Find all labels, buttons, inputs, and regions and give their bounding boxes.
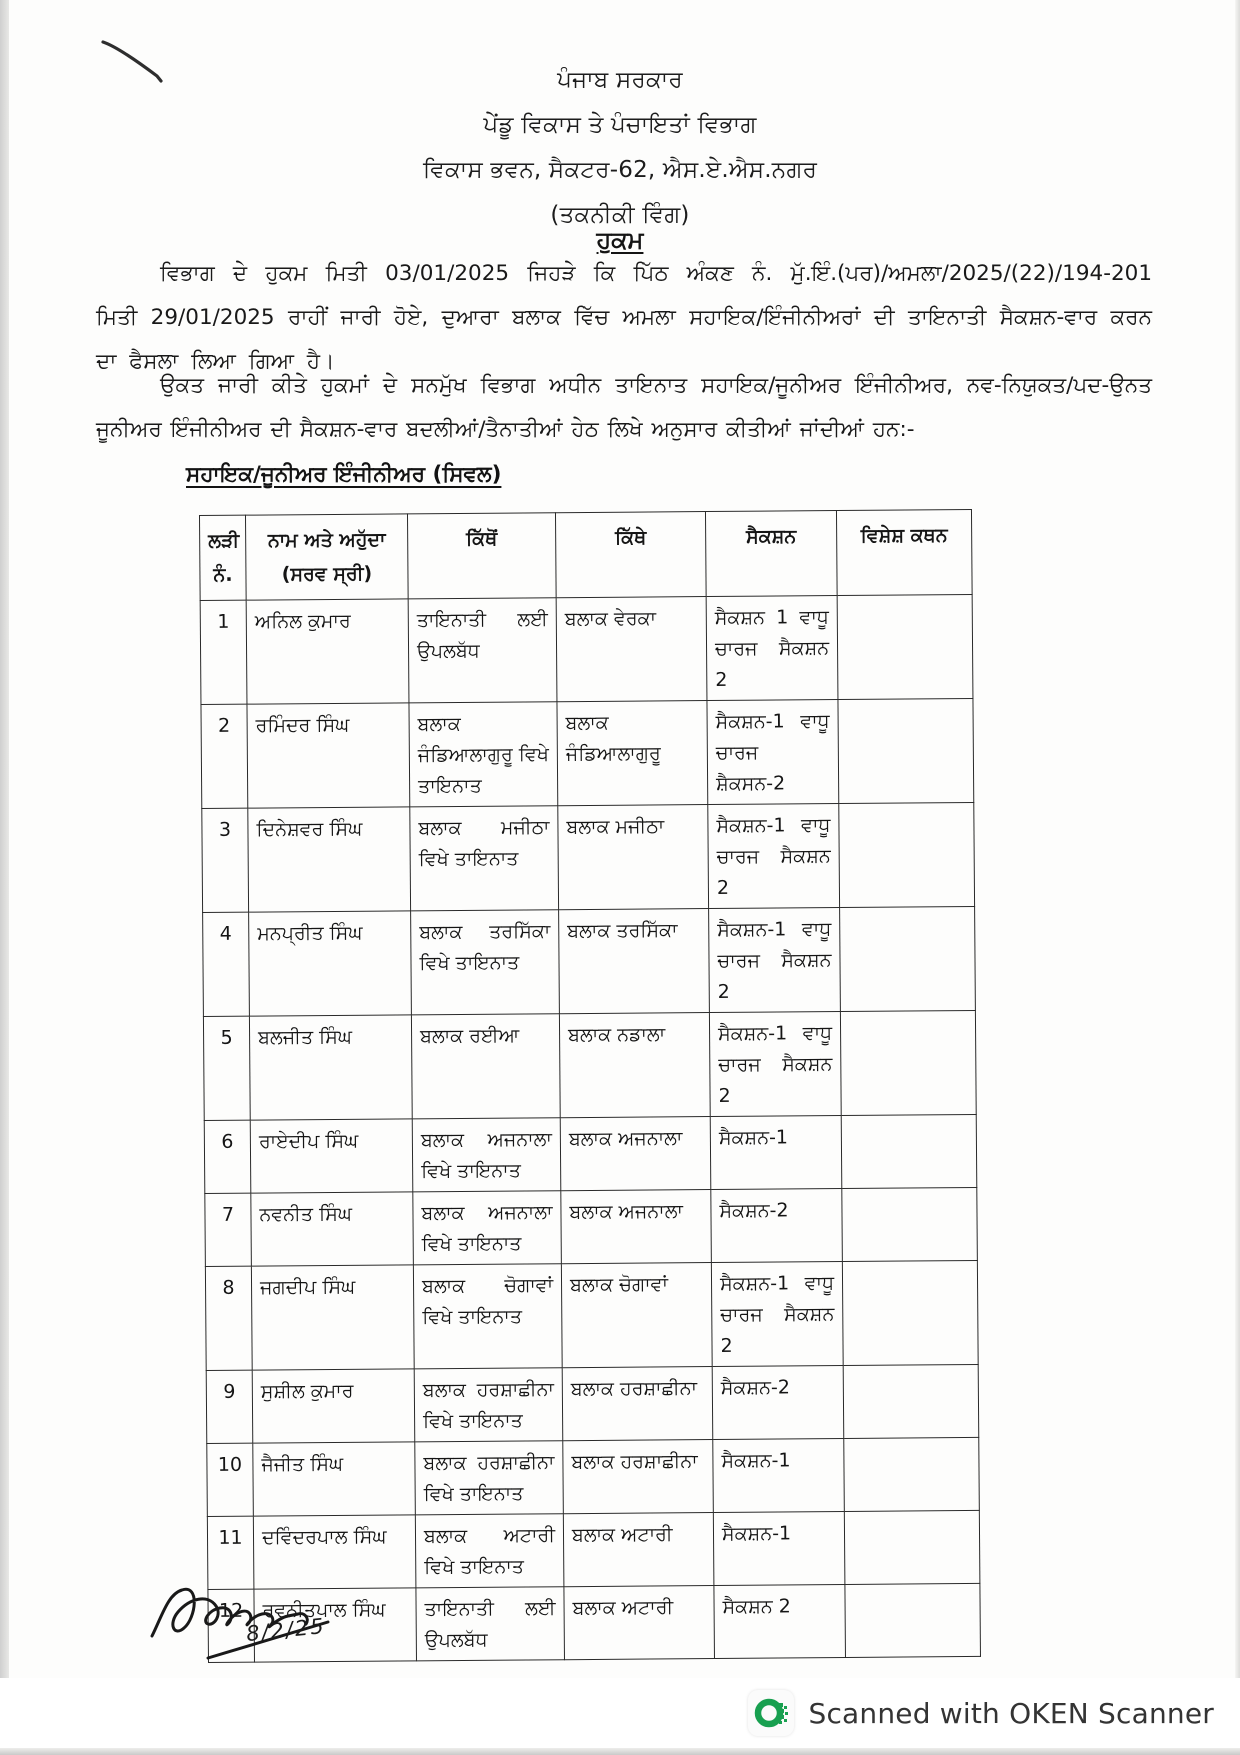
- cell-name: ਅਨਿਲ ਕੁਮਾਰ: [246, 599, 409, 704]
- cell-remarks: [843, 1364, 979, 1438]
- cell-remarks: [842, 1260, 978, 1365]
- signature-date: 8/2/25: [244, 1613, 327, 1647]
- cell-from: ਬਲਾਕ ਅਜਨਾਲਾ ਵਿਖੇ ਤਾਇਨਾਤ: [412, 1118, 561, 1192]
- postings-table-wrapper: [199, 509, 980, 1663]
- cell-from: ਬਲਾਕ ਅਜਨਾਲਾ ਵਿਖੇ ਤਾਇਨਾਤ: [413, 1191, 562, 1265]
- cell-name: ਬਲਜੀਤ ਸਿੰਘ: [249, 1015, 412, 1120]
- header-government-name: ਪੰਜਾਬ ਸਰਕਾਰ: [557, 67, 683, 93]
- cell-name: ਰਾਏਦੀਪ ਸਿੰਘ: [250, 1119, 413, 1193]
- table-row: [207, 1437, 980, 1516]
- cell-remarks: [844, 1437, 980, 1511]
- col-header-remarks: ਵਿਸ਼ੇਸ਼ ਕਥਨ: [836, 509, 972, 595]
- cell-name: ਮਨਪ੍ਰੀਤ ਸਿੰਘ: [249, 911, 412, 1016]
- cell-to: ਬਲਾਕ ਹਰਸ਼ਾਛੀਨਾ: [563, 1440, 714, 1514]
- col-header-section: ਸੈਕਸ਼ਨ: [705, 511, 837, 597]
- col-header-from: ਕਿੱਥੋਂ: [407, 513, 556, 599]
- cell-serial: 8: [205, 1266, 252, 1370]
- table-row: [205, 1187, 978, 1266]
- header-wing: (ਤਕਨੀਕੀ ਵਿੰਗ): [550, 202, 690, 228]
- cell-from: ਬਲਾਕ ਚੋਗਾਵਾਂ ਵਿਖੇ ਤਾਇਨਾਤ: [413, 1264, 562, 1369]
- cell-remarks: [845, 1583, 981, 1657]
- col-header-name: [245, 514, 408, 600]
- cell-section: ਸੈਕਸ਼ਨ-1 ਵਾਧੂ ਚਾਰਜ ਸੈਕਸ਼ਨ 2: [711, 1262, 843, 1367]
- page-edge-left: [0, 0, 9, 1755]
- cell-section: ਸੈਕਸ਼ਨ-1 ਵਾਧੂ ਚਾਰਜ ਸੈਕਸ਼ਨ 2: [709, 1012, 841, 1117]
- cell-from: ਤਾਇਨਾਤੀ ਲਈ ਉਪਲਬੱਧ: [408, 598, 557, 703]
- table-row: [205, 1260, 978, 1370]
- postings-table: [199, 509, 981, 1663]
- scanner-footer: [0, 1678, 1240, 1748]
- table-header-row: [199, 509, 972, 600]
- cell-remarks: [840, 1010, 976, 1115]
- cell-serial: 12: [208, 1589, 255, 1662]
- cell-remarks: [842, 1187, 978, 1261]
- cell-from: ਬਲਾਕ ਜੰਡਿਆਲਾਗੁਰੂ ਵਿਖੇ ਤਾਇਨਾਤ: [409, 702, 558, 807]
- cell-to: ਬਲਾਕ ਅਜਨਾਲਾ: [561, 1190, 712, 1264]
- cell-serial: 7: [205, 1193, 252, 1266]
- cell-to: ਬਲਾਕ ਤਰਸਿੱਕਾ: [559, 909, 710, 1014]
- cell-section: ਸੈਕਸ਼ਨ-1: [710, 1116, 842, 1190]
- cell-name: ਸੁਸ਼ੀਲ ਕੁਮਾਰ: [252, 1369, 415, 1443]
- cell-name: ਦਿਨੇਸ਼ਵਰ ਸਿੰਘ: [248, 807, 411, 912]
- cell-to: ਬਲਾਕ ਅਜਨਾਲਾ: [560, 1117, 711, 1191]
- table-row: [203, 906, 976, 1016]
- cell-remarks: [838, 698, 974, 803]
- order-paragraph-1: ਵਿਭਾਗ ਦੇ ਹੁਕਮ ਮਿਤੀ 03/01/2025 ਜਿਹੜੇ ਕਿ ਪਿੱਠ ਅੰਕਣ ਨੰ. ਮੁੱ.ਇੰ.(ਪਰ)/ਅਮਲਾ/2025/(22)/194-201 ਮਿਤੀ 29/01/2025 ਰਾਹੀਂ ਜਾਰੀ ਹੋਏ, ਦੁਆਰਾ ਬਲਾਕ ਵਿੱਚ ਅਮਲਾ ਸਹਾਇਕ/ਇੰਜੀਨੀਅਰਾਂ ਦੀ ਤਾਇਨਾਤੀ ਸੈਕਸ਼ਨ-ਵਾਰ ਕਰਨ ਦਾ ਫੈਸਲਾ ਲਿਆ ਗਿਆ ਹੈ।: [96, 261, 1152, 374]
- cell-to: ਬਲਾਕ ਚੋਗਾਵਾਂ: [561, 1263, 712, 1368]
- cell-from: ਬਲਾਕ ਹਰਸ਼ਾਛੀਨਾ ਵਿਖੇ ਤਾਇਨਾਤ: [415, 1441, 564, 1515]
- cell-to: ਬਲਾਕ ਹਰਸ਼ਾਛੀਨਾ: [562, 1367, 713, 1441]
- cell-remarks: [837, 594, 973, 699]
- cell-name: ਨਵਨੀਤ ਸਿੰਘ: [251, 1192, 414, 1266]
- cell-remarks: [844, 1510, 980, 1584]
- cell-name: ਰਵਨੀਤਪਾਲ ਸਿੰਘ: [254, 1588, 417, 1662]
- cell-remarks: [841, 1114, 977, 1188]
- cell-section: ਸੈਕਸ਼ਨ-2: [711, 1189, 843, 1263]
- signature: [138, 1566, 438, 1676]
- cell-to: ਬਲਾਕ ਵੇਰਕਾ: [556, 597, 707, 702]
- col-header-serial-line2: ਨੰ.: [213, 563, 233, 586]
- page-edge-right: [1235, 0, 1240, 1755]
- cell-section: ਸੈਕਸ਼ਨ-1 ਵਾਧੂ ਚਾਰਜ ਸੈਕਸ਼ਨ 2: [708, 804, 840, 909]
- col-header-serial-line1: ਲੜੀ: [208, 529, 240, 552]
- table-row: [200, 594, 973, 704]
- scanned-with-text: Scanned with OKEN Scanner: [808, 1696, 1214, 1730]
- cell-to: ਬਲਾਕ ਮਜੀਠਾ: [558, 805, 709, 910]
- cell-serial: 1: [200, 600, 247, 704]
- col-header-name-line1: ਨਾਮ ਅਤੇ ਅਹੁੱਦਾ: [267, 528, 386, 552]
- cell-from: ਬਲਾਕ ਮਜੀਠਾ ਵਿਖੇ ਤਾਇਨਾਤ: [410, 806, 559, 911]
- header-address: ਵਿਕਾਸ ਭਵਨ, ਸੈਕਟਰ-62, ਐਸ.ਏ.ਐਸ.ਨਗਰ: [422, 157, 818, 183]
- cell-name: ਦਵਿੰਦਰਪਾਲ ਸਿੰਘ: [253, 1515, 416, 1589]
- cell-serial: 11: [207, 1516, 254, 1589]
- cell-name: ਰਮਿੰਦਰ ਸਿੰਘ: [247, 703, 410, 808]
- table-row: [202, 802, 975, 912]
- cell-section: ਸੈਕਸ਼ਨ 2: [714, 1584, 846, 1658]
- col-header-name-line2: (ਸਰਵ ਸ੍ਰੀ): [281, 562, 373, 586]
- cell-section: ਸੈਕਸ਼ਨ-2: [712, 1366, 844, 1440]
- cell-from: ਬਲਾਕ ਅਟਾਰੀ ਵਿਖੇ ਤਾਇਨਾਤ: [415, 1514, 564, 1588]
- cell-section: ਸੈਕਸ਼ਨ 1 ਵਾਧੂ ਚਾਰਜ ਸੈਕਸ਼ਨ 2: [706, 596, 838, 701]
- cell-to: ਬਲਾਕ ਜੰਡਿਆਲਾਗੁਰੂ: [557, 701, 708, 806]
- cell-section: ਸੈਕਸ਼ਨ-1: [713, 1438, 845, 1512]
- section-title: ਸਹਾਇਕ/ਜੂਨੀਅਰ ਇੰਜੀਨੀਅਰ (ਸਿਵਲ): [186, 462, 502, 487]
- cell-serial: 10: [207, 1443, 254, 1516]
- page-edge-bottom: [0, 1748, 1240, 1755]
- cell-to: ਬਲਾਕ ਅਟਾਰੀ: [563, 1513, 714, 1587]
- cell-from: ਤਾਇਨਾਤੀ ਲਈ ਉਪਲਬੱਧ: [416, 1587, 565, 1661]
- cell-to: ਬਲਾਕ ਅਟਾਰੀ: [564, 1586, 715, 1660]
- table-row: [204, 1114, 977, 1193]
- col-header-to: ਕਿੱਥੇ: [555, 512, 706, 598]
- cell-serial: 2: [201, 704, 248, 808]
- cell-section: ਸੈਕਸ਼ਨ-1: [713, 1511, 845, 1585]
- cell-section: ਸੈਕਸ਼ਨ-1 ਵਾਧੂ ਚਾਰਜ ਸ਼ੈਕਸਨ-2: [707, 700, 839, 805]
- cell-from: ਬਲਾਕ ਤਰਸਿੱਕਾ ਵਿਖੇ ਤਾਇਨਾਤ: [411, 910, 560, 1015]
- cell-remarks: [839, 802, 975, 907]
- col-header-serial: [199, 515, 246, 600]
- cell-from: ਬਲਾਕ ਹਰਸ਼ਾਛੀਨਾ ਵਿਖੇ ਤਾਇਨਾਤ: [414, 1368, 563, 1442]
- cell-from: ਬਲਾਕ ਰਈਆ: [411, 1014, 560, 1119]
- cell-serial: 3: [202, 808, 249, 912]
- cell-serial: 5: [203, 1016, 250, 1120]
- table-row: [206, 1364, 979, 1443]
- order-heading: ਹੁਕਮ: [596, 226, 644, 254]
- cell-serial: 9: [206, 1370, 253, 1443]
- header-department-name: ਪੇਂਡੂ ਵਿਕਾਸ ਤੇ ਪੰਚਾਇਤਾਂ ਵਿਭਾਗ: [483, 112, 757, 138]
- order-paragraph-2: ਉਕਤ ਜਾਰੀ ਕੀਤੇ ਹੁਕਮਾਂ ਦੇ ਸਨਮੁੱਖ ਵਿਭਾਗ ਅਧੀਨ ਤਾਇਨਾਤ ਸਹਾਇਕ/ਜੂਨੀਅਰ ਇੰਜੀਨੀਅਰ, ਨਵ-ਨਿਯੁਕਤ/ਪਦ-ਉਨਤ ਜੂਨੀਅਰ ਇੰਜੀਨੀਅਰ ਦੀ ਸੈਕਸ਼ਨ-ਵਾਰ ਬਦਲੀਆਂ/ਤੈਨਾਤੀਆਂ ਹੇਠ ਲਿਖੇ ਅਨੁਸਾਰ ਕੀਤੀਆਂ ਜਾਂਦੀਆਂ ਹਨ:-: [96, 373, 1152, 442]
- cell-to: ਬਲਾਕ ਨਡਾਲਾ: [559, 1013, 710, 1118]
- doc-header: [0, 58, 1240, 238]
- cell-remarks: [840, 906, 976, 1011]
- oken-scanner-logo-icon: [748, 1690, 794, 1736]
- cell-serial: 4: [203, 912, 250, 1016]
- cell-serial: 6: [204, 1120, 251, 1193]
- cell-section: ਸੈਕਸ਼ਨ-1 ਵਾਧੂ ਚਾਰਜ ਸੈਕਸ਼ਨ 2: [709, 908, 841, 1013]
- table-row: [203, 1010, 976, 1120]
- table-row: [201, 698, 974, 808]
- cell-name: ਜਗਦੀਪ ਸਿੰਘ: [251, 1265, 414, 1370]
- cell-name: ਜੈਜੀਤ ਸਿੰਘ: [253, 1442, 416, 1516]
